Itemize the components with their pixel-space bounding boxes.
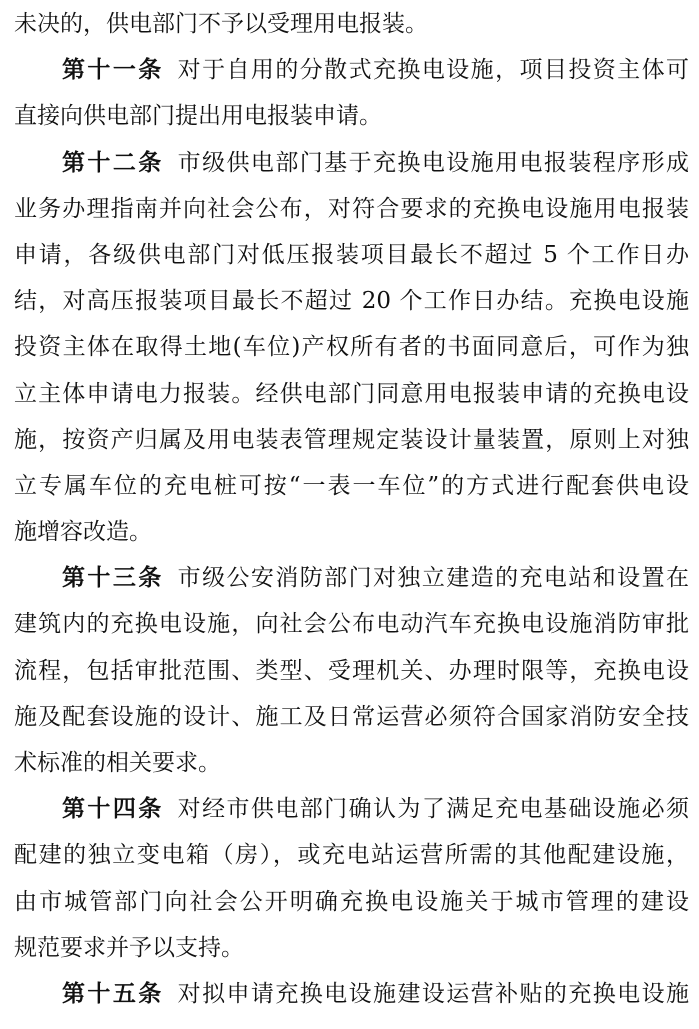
article-number: 第十三条 (62, 564, 164, 592)
text-line: 未决的，供电部门不予以受理用电报装。 (14, 11, 428, 37)
text-line: 对拟申请充换电设施建设运营补贴的充换电设施 (177, 980, 689, 1007)
text-line: 市级供电部门基于充换电设施用电报装程序形成 (177, 149, 689, 176)
text-line: 市级公安消防部门对独立建造的充电站和设置在 (177, 565, 689, 592)
article-12-first-line (14, 140, 689, 186)
text-line: 由市城管部门向社会公开明确充换电设施关于城市管理的建设 (14, 888, 689, 915)
text-line: 结，对高压报装项目最长不超过 20 个工作日办结。充换电设施 (14, 288, 689, 315)
text-line: 投资主体在取得土地(车位)产权所有者的书面同意后，可作为独 (14, 334, 689, 361)
article-number: 第十四条 (62, 795, 164, 823)
text-line: 施及配套设施的设计、施工及日常运营必须符合国家消防安全技 (14, 703, 689, 730)
text-line: 立专属车位的充电桩可按“一表一车位”的方式进行配套供电设 (14, 472, 689, 499)
article-13-first-line (14, 555, 689, 601)
text-line: 配建的独立变电箱（房），或充电站运营所需的其他配建设施， (14, 842, 689, 869)
text-line: 直接向供电部门提出用电报装申请。 (14, 103, 382, 130)
article-number: 第十五条 (62, 979, 164, 1007)
text-line: 业务办理指南并向社会公布，对符合要求的充换电设施用电报装 (14, 195, 689, 222)
article-11-first-line (14, 47, 689, 93)
article-15-first-line (14, 971, 689, 1017)
text-line: 对于自用的分散式充换电设施，项目投资主体可 (177, 57, 689, 84)
text-line: 流程，包括审批范围、类型、受理机关、办理时限等，充换电设 (14, 657, 689, 684)
article-number: 第十一条 (62, 56, 164, 84)
text-line: 建筑内的充换电设施，向社会公布电动汽车充换电设施消防审批 (14, 611, 689, 638)
text-line: 施，按资产归属及用电装表管理规定装设计量装置，原则上对独 (14, 426, 689, 453)
text-line: 立主体申请电力报装。经供电部门同意用电报装申请的充换电设 (14, 380, 689, 407)
text-line: 规范要求并予以支持。 (14, 934, 244, 961)
text-line: 对经市供电部门确认为了满足充电基础设施必须 (177, 796, 689, 823)
text-line: 申请，各级供电部门对低压报装项目最长不超过 5 个工作日办 (14, 241, 689, 268)
text-line: 术标准的相关要求。 (14, 750, 221, 776)
text-line: 施增容改造。 (14, 519, 152, 546)
article-number: 第十二条 (62, 148, 164, 176)
article-14-first-line (14, 786, 689, 832)
